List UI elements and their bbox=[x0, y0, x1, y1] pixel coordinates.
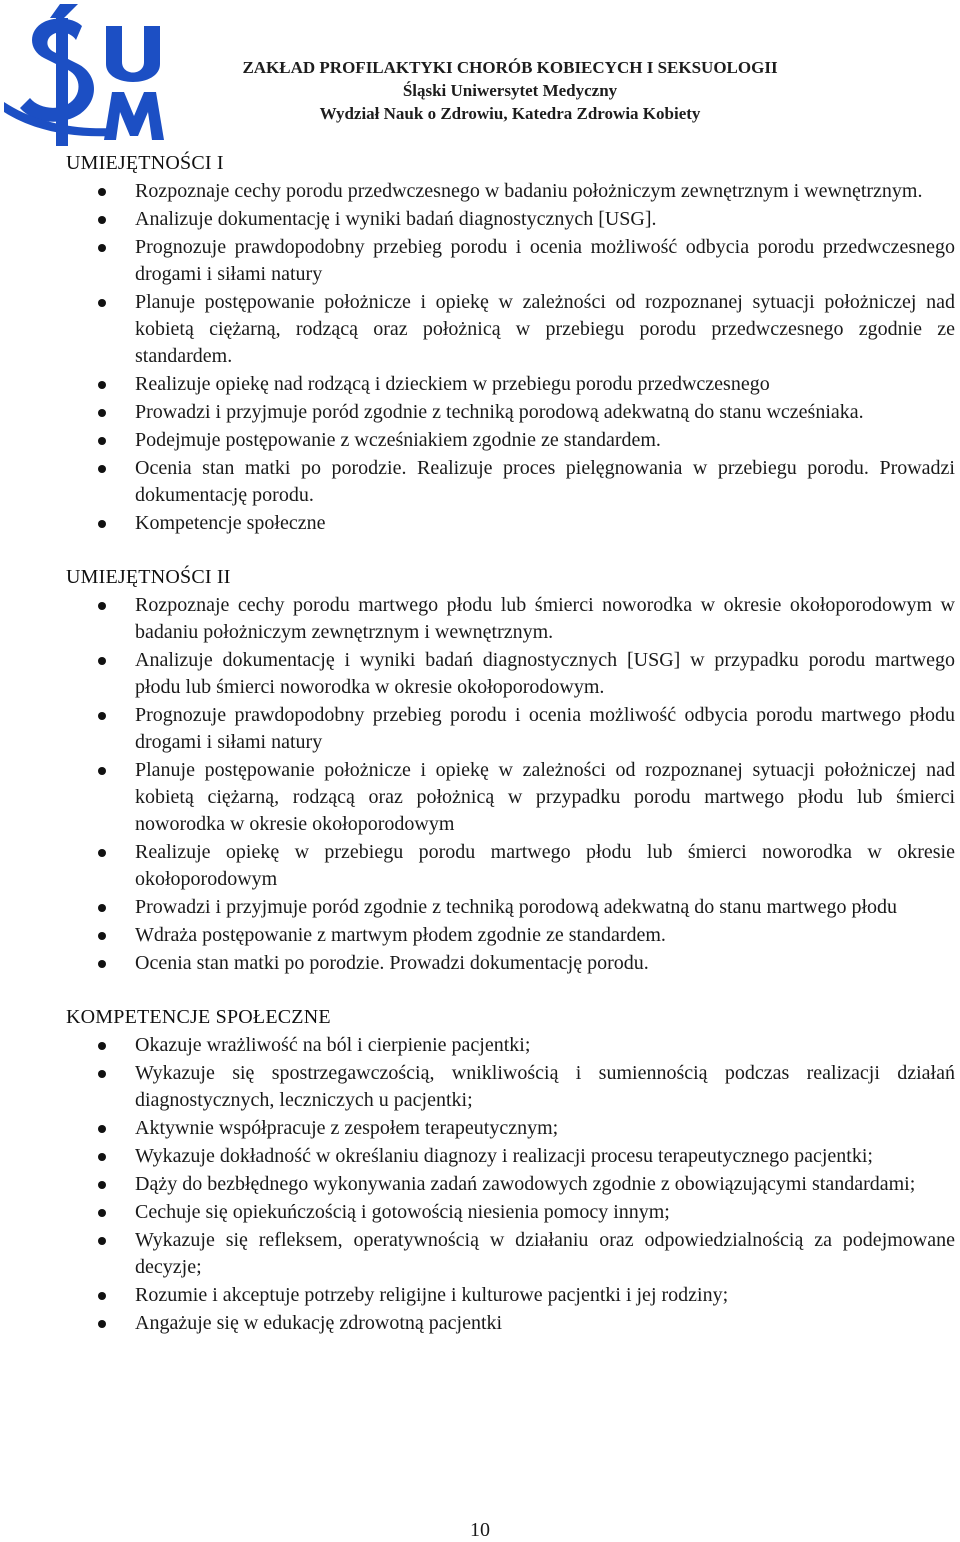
list-item: Prognozuje prawdopodobny przebieg porodu i ocenia możliwość odbycia porodu przedwczesnego drogami i siłami natury bbox=[66, 234, 955, 288]
list-item: Okazuje wrażliwość na ból i cierpienie pacjentki; bbox=[66, 1032, 955, 1059]
skills-1-list bbox=[66, 178, 955, 537]
list-item: Wykazuje się refleksem, operatywnością w działaniu oraz odpowiedzialnością za podejmowane decyzje; bbox=[66, 1227, 955, 1281]
bullet-icon bbox=[98, 1070, 106, 1078]
department-name: ZAKŁAD PROFILAKTYKI CHORÓB KOBIECYCH I SEKSUOLOGII bbox=[242, 58, 778, 77]
bullet-icon bbox=[98, 1042, 106, 1050]
bullet-icon bbox=[98, 1292, 106, 1300]
list-item: Dąży do bezbłędnego wykonywania zadań zawodowych zgodnie z obowiązującymi standardami; bbox=[66, 1171, 955, 1198]
bullet-icon bbox=[98, 1181, 106, 1189]
list-item: Planuje postępowanie położnicze i opiekę w zależności od rozpoznanej sytuacji położniczej nad kobietą ciężarną, rodzącą oraz położnicą w przebiegu porodu przedwczesnego zgodnie ze standardem. bbox=[66, 289, 955, 370]
bullet-icon bbox=[98, 381, 106, 389]
list-item: Wykazuje się spostrzegawczością, wnikliwością i sumiennością podczas realizacji działań diagnostycznych, leczniczych u pacjentki; bbox=[66, 1060, 955, 1114]
bullet-icon bbox=[98, 849, 106, 857]
list-item: Wdraża postępowanie z martwym płodem zgodnie ze standardem. bbox=[66, 922, 955, 949]
university-logo bbox=[4, 4, 200, 148]
list-item: Podejmuje postępowanie z wcześniakiem zgodnie ze standardem. bbox=[66, 427, 955, 454]
bullet-icon bbox=[98, 409, 106, 417]
bullet-icon bbox=[98, 216, 106, 224]
faculty-name: Wydział Nauk o Zdrowiu, Katedra Zdrowia Kobiety bbox=[319, 104, 701, 123]
list-item: Rozpoznaje cechy porodu martwego płodu lub śmierci noworodka w okresie okołoporodowym w badaniu położniczym zewnętrznym i wewnętrznym. bbox=[66, 592, 955, 646]
document-body bbox=[66, 150, 955, 1338]
bullet-icon bbox=[98, 188, 106, 196]
list-item: Analizuje dokumentację i wyniki badań diagnostycznych [USG] w przypadku porodu martwego płodu lub śmierci noworodka w okresie okołoporodowym. bbox=[66, 647, 955, 701]
list-item: Prowadzi i przyjmuje poród zgodnie z techniką porodową adekwatną do stanu martwego płodu bbox=[66, 894, 955, 921]
list-item: Kompetencje społeczne bbox=[66, 510, 955, 537]
page-number: 10 bbox=[470, 1519, 490, 1541]
list-item: Ocenia stan matki po porodzie. Prowadzi dokumentację porodu. bbox=[66, 950, 955, 977]
bullet-icon bbox=[98, 657, 106, 665]
bullet-icon bbox=[98, 299, 106, 307]
skills-2-list bbox=[66, 592, 955, 977]
bullet-icon bbox=[98, 1125, 106, 1133]
list-item: Realizuje opiekę nad rodzącą i dzieckiem w przebiegu porodu przedwczesnego bbox=[66, 371, 955, 398]
list-item: Aktywnie współpracuje z zespołem terapeutycznym; bbox=[66, 1115, 955, 1142]
bullet-icon bbox=[98, 932, 106, 940]
list-item: Rozpoznaje cechy porodu przedwczesnego w badaniu położniczym zewnętrznym i wewnętrznym. bbox=[66, 178, 955, 205]
bullet-icon bbox=[98, 1320, 106, 1328]
bullet-icon bbox=[98, 1237, 106, 1245]
section-title: KOMPETENCJE SPOŁECZNE bbox=[66, 1006, 331, 1028]
bullet-icon bbox=[98, 904, 106, 912]
list-item: Cechuje się opiekuńczością i gotowością niesienia pomocy innym; bbox=[66, 1199, 955, 1226]
university-name: Śląski Uniwersytet Medyczny bbox=[402, 81, 618, 100]
list-item: Realizuje opiekę w przebiegu porodu martwego płodu lub śmierci noworodka w okresie okołoporodowym bbox=[66, 839, 955, 893]
section-title: UMIEJĘTNOŚCI I bbox=[66, 152, 224, 174]
bullet-icon bbox=[98, 712, 106, 720]
bullet-icon bbox=[98, 1209, 106, 1217]
institution-header bbox=[200, 56, 820, 125]
bullet-icon bbox=[98, 960, 106, 968]
section-skills-1 bbox=[66, 150, 955, 537]
bullet-icon bbox=[98, 1153, 106, 1161]
list-item: Analizuje dokumentację i wyniki badań diagnostycznych [USG]. bbox=[66, 206, 955, 233]
bullet-icon bbox=[98, 244, 106, 252]
social-competences-list bbox=[66, 1032, 955, 1337]
list-item: Rozumie i akceptuje potrzeby religijne i kulturowe pacjentki i jej rodziny; bbox=[66, 1282, 955, 1309]
list-item: Wykazuje dokładność w określaniu diagnozy i realizacji procesu terapeutycznego pacjentki; bbox=[66, 1143, 955, 1170]
list-item: Prowadzi i przyjmuje poród zgodnie z techniką porodową adekwatną do stanu wcześniaka. bbox=[66, 399, 955, 426]
bullet-icon bbox=[98, 520, 106, 528]
section-title: UMIEJĘTNOŚCI II bbox=[66, 566, 231, 588]
list-item: Ocenia stan matki po porodzie. Realizuje proces pielęgnowania w przebiegu porodu. Prowadzi dokumentację porodu. bbox=[66, 455, 955, 509]
section-skills-2 bbox=[66, 564, 955, 977]
bullet-icon bbox=[98, 437, 106, 445]
list-item: Planuje postępowanie położnicze i opiekę w zależności od rozpoznanej sytuacji położniczej nad kobietą ciężarną, rodzącą oraz położnicą w przypadku porodu martwego płodu lub śmierci noworodka w okresie okołoporodowym bbox=[66, 757, 955, 838]
bullet-icon bbox=[98, 767, 106, 775]
list-item: Angażuje się w edukację zdrowotną pacjentki bbox=[66, 1310, 955, 1337]
list-item: Prognozuje prawdopodobny przebieg porodu i ocenia możliwość odbycia porodu martwego płodu drogami i siłami natury bbox=[66, 702, 955, 756]
bullet-icon bbox=[98, 465, 106, 473]
section-social-competences bbox=[66, 1004, 955, 1337]
bullet-icon bbox=[98, 602, 106, 610]
